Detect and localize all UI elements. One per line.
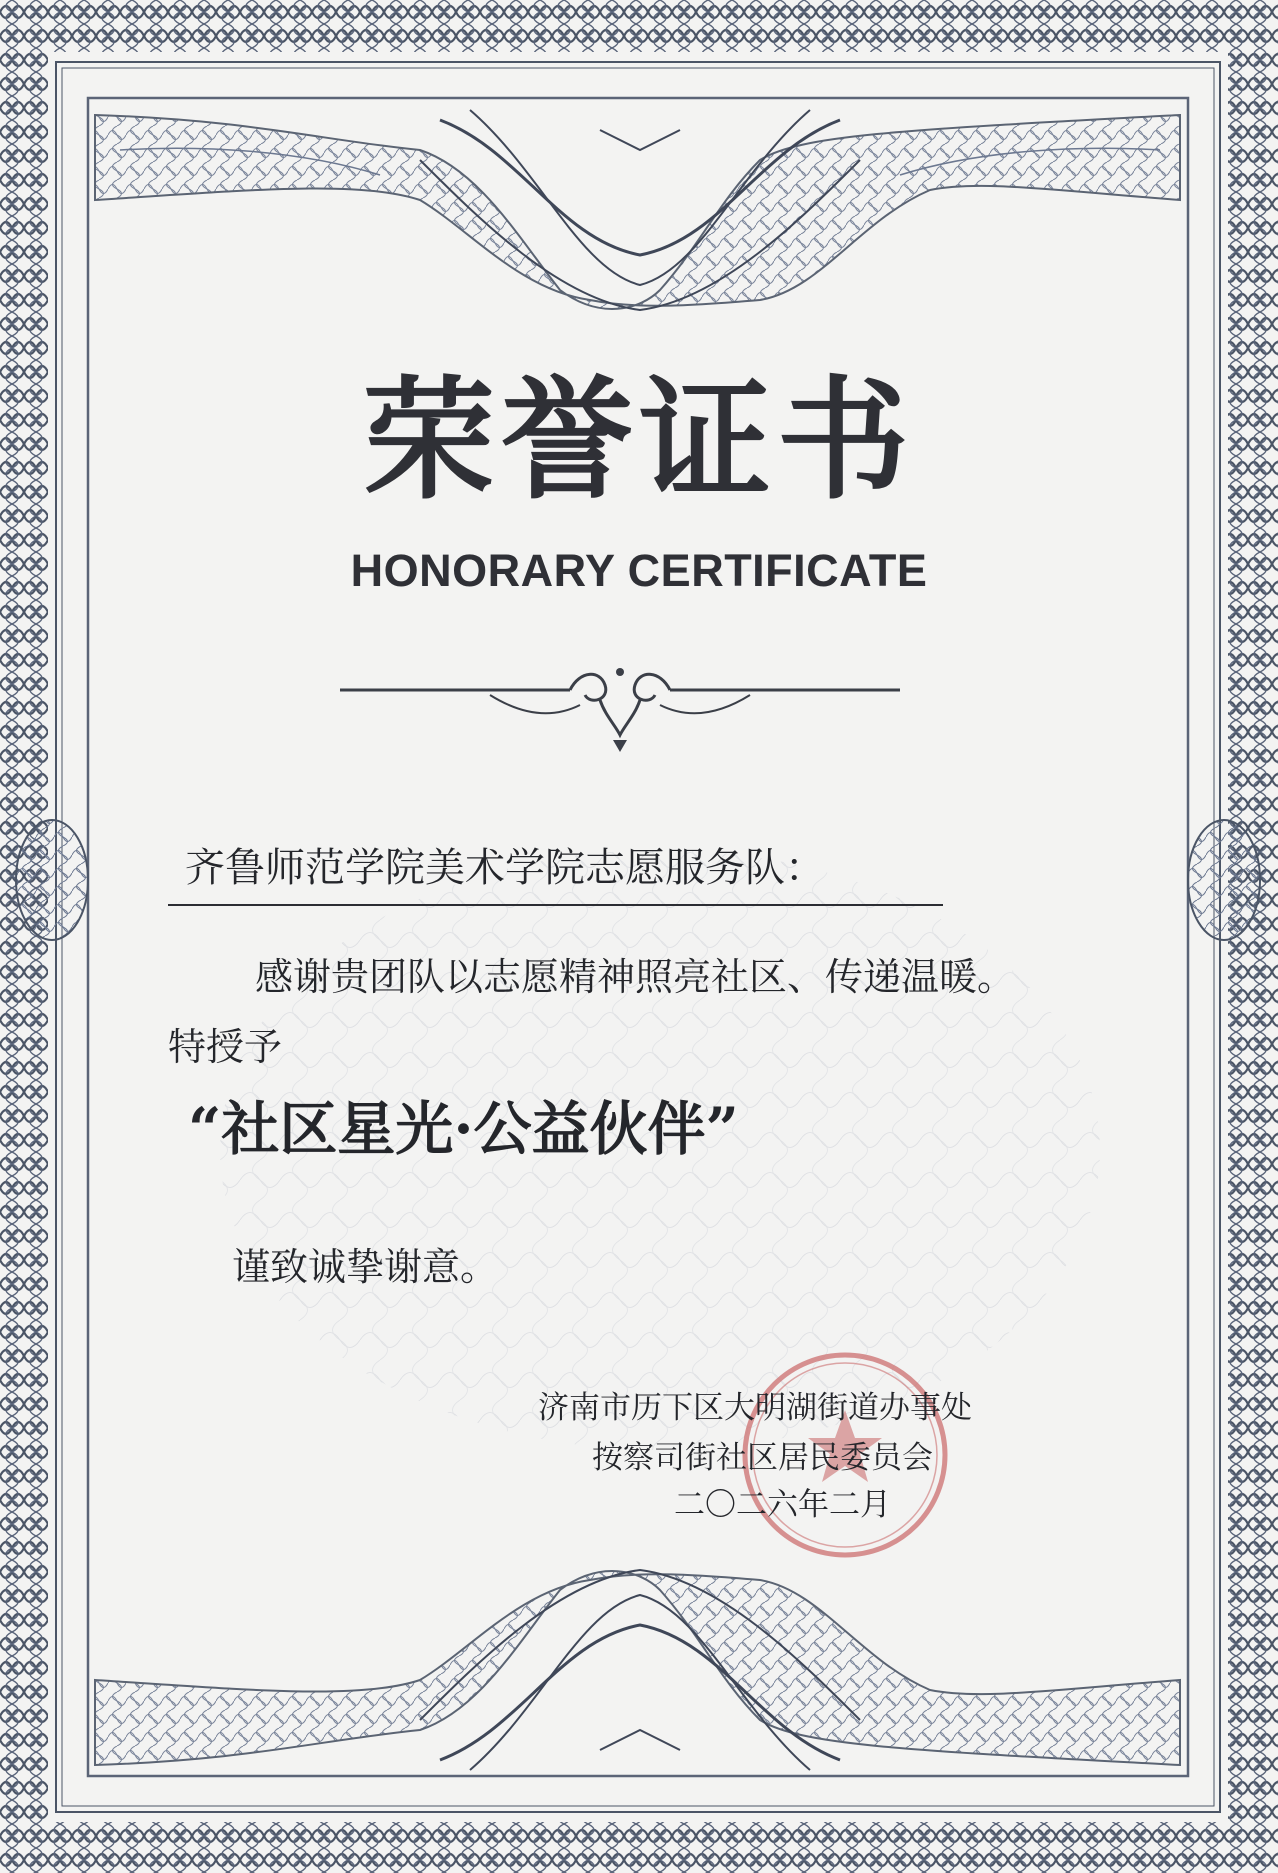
issue-date: 二〇二六年二月 (674, 1487, 891, 1523)
flourish-divider (330, 660, 910, 760)
certificate-title-en: HONORARY CERTIFICATE (350, 545, 928, 596)
award-title: “社区星光·公益伙伴” (188, 1095, 739, 1163)
body-line-2: 特授予 (168, 1025, 283, 1069)
recipient-name: 齐鲁师范学院美术学院志愿服务队： (185, 845, 825, 891)
issuer-1: 济南市历下区大明湖街道办事处 (538, 1390, 972, 1426)
recipient-underline (168, 904, 943, 906)
body-line-3: 谨致诚挚谢意。 (232, 1245, 499, 1289)
certificate-title-cn: 荣誉证书 (363, 364, 915, 518)
issuer-2: 按察司街社区居民委员会 (592, 1440, 933, 1476)
body-line-1: 感谢贵团队以志愿精神照亮社区、传递温暖。 (255, 955, 1016, 999)
